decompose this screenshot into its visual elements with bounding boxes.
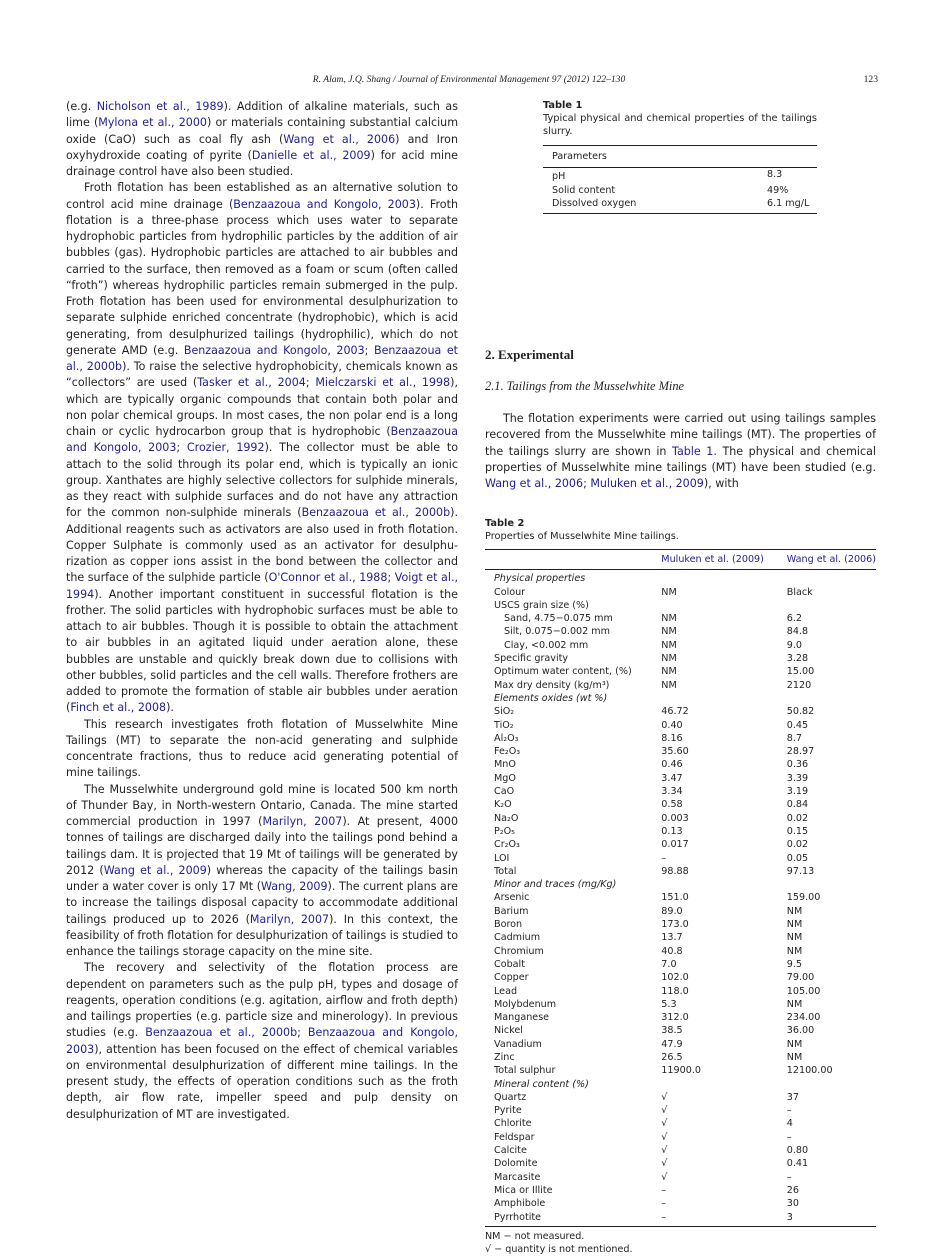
wang-value: 97.13 (786, 865, 815, 877)
table-row (485, 785, 876, 798)
property-name: Mica or Illite (494, 1184, 553, 1196)
property-name: Fe₂O₃ (494, 746, 521, 758)
muluken-value: 11900.0 (661, 1065, 701, 1077)
wang-value: – (786, 1131, 792, 1143)
table-2-label: Table 2 (485, 518, 525, 529)
muluken-value: 0.017 (661, 839, 689, 851)
citation-link[interactable]: Wang, 2009 (261, 880, 328, 893)
wang-value: 9.5 (786, 958, 803, 970)
property-name: Total (494, 865, 517, 877)
wang-value: 159.00 (786, 892, 821, 904)
property-name: Copper (494, 972, 529, 984)
table-section-row (485, 692, 876, 705)
body-paragraph: The recovery and selectivity of the flotation process are dependent on parameters such as the pulp pH, types and dosage of reagents, operation conditions (e.g. agitation, airflow and froth depth) and tailings properties (e.g. particle size and minerology). In previous studies (e.g. Benzaazoua et al., 2000b; Benzaazoua and Kongolo, 2003), attention has been focused on the effect of chemical variables on environmental desulphurization of different mine tailings. In the present study, the effects of operation conditions such as the froth depth, air flow rate, impeller speed and pulp density on desulphurization of MT are investigated. (66, 961, 458, 1121)
table-row (485, 1104, 876, 1117)
muluken-value: 7.0 (661, 958, 677, 970)
wang-value: Black (786, 586, 813, 598)
wang-value: 79.00 (786, 972, 815, 984)
citation-link[interactable]: Benzaazoua et al., 2000b (301, 506, 451, 520)
body-paragraph: This research investigates froth flotation of Musselwhite Mine Tailings (MT) to separate the non-acid generating and sulphide concentrate fractions, thus to reduce acid generating potential of mine tailings. (66, 717, 458, 780)
body-paragraph: Froth flotation has been established as an alternative solution to control acid mine drainage (Benzaazoua and Kongolo, 2003). Froth flotation is a three-phase process which uses water to separate hydrophobic particles from hydrophilic particles by the addition of air bubbles (gas). Hydrophobic particles are attached to air bubbles and carried to the surface, then removed as a foam or scum (often called “froth”) whereas hydrophilic particles remain submerged in the pulp. Froth flotation has been used for environmental desulphurization to separate sulphide enriched concentrate (hydrophobic), which is acid generating, from desulphurized tailings (hydrophilic), which do not generate AMD (e.g. Benzaazoua and Kongolo, 2003; Benzaazoua et al., 2000b). To raise the selective hydrophobicity, chemicals known as “collectors” are used (Tasker et al., 2004; Mielczarski et al., 1998), which are typically organic compounds that contain both polar and non polar chemical groups. In most cases, the non polar end is a long chain or cyclic hydrocarbon group that is hydrophobic (Benzaazoua and Kongolo, 2003; Crozier, 1992). The collector must be able to attach to the solid through its polar end, which is typically an ionic group. Xanthates are highly selective collectors for sulphide minerals, as they react with sulphide surfaces and do not have any attraction for the common non-sulphide minerals (Benzaazoua et al., 2000b). Additional reagents such as activators are also used in froth flotation. Copper Sulphate is commonly used as an activator for desulphurization as copper ions assist in the bond between the collector and the surface of the sulphide particle (O'Connor et al., 1988; Voigt et al., 1994). Another important constituent in successful flotation is the frother. The solid particles with hydrophobic surfaces must be able to attach to air bubbles. Though it is possible to obtain the attachment to air bubbles in an agitated liquid under aeration alone, these bubbles are unstable and quickly break down due to collisions with other bubbles, solid particles and the cell walls. Therefore frothers are added to promote the formation of stable air bubbles under aeration (Finch et al., 2008). (66, 181, 458, 715)
property-name: Cr₂O₃ (494, 839, 520, 851)
table-2-col-muluken[interactable]: Muluken et al. (2009) (661, 554, 764, 565)
property-name: Total sulphur (494, 1065, 556, 1077)
table-row (485, 812, 876, 825)
citation-link[interactable]: Muluken et al., 2009 (590, 477, 704, 490)
table-2-header-row (485, 550, 876, 570)
muluken-value: 118.0 (661, 985, 689, 997)
wang-value: 105.00 (786, 985, 821, 997)
muluken-value: NM (661, 679, 677, 691)
citation-link[interactable]: Benzaazoua and Kongolo, 2003 (183, 343, 365, 357)
wang-value: – (786, 1171, 792, 1183)
table-row (485, 599, 876, 612)
table-row (485, 586, 876, 599)
table-row (485, 1184, 876, 1197)
property-name: P₂O₅ (494, 825, 516, 837)
body-paragraph: (e.g. Nicholson et al., 1989). Addition of alkaline materials, such as lime (Mylona et al., 2000) or materials containing substantial calcium oxide (CaO) such as coal fly ash (Wang et al., 2006) and Iron oxyhydroxide coating of pyrite (Danielle et al., 2009) for acid mine drainage control have also been studied. (66, 100, 458, 178)
wang-value: 3.39 (786, 772, 809, 784)
table-row (485, 612, 876, 625)
parameter-name: Solid content (552, 184, 616, 196)
wang-value: 84.8 (786, 626, 809, 638)
table-row (485, 1197, 876, 1210)
wang-value: 9.0 (786, 639, 803, 651)
property-name: Lead (494, 985, 518, 997)
muluken-value: 89.0 (661, 905, 683, 917)
table-row (485, 1131, 876, 1144)
wang-value: NM (786, 905, 803, 917)
parameter-name: Dissolved oxygen (552, 197, 637, 209)
table-1-caption: Typical physical and chemical properties of the tailings slurry. (543, 113, 817, 137)
citation-link[interactable]: Voigt et al., 1994 (66, 571, 458, 601)
property-name: Pyrrhotite (494, 1211, 542, 1223)
wang-value: NM (786, 998, 803, 1010)
parameter-value: 49% (767, 184, 789, 196)
citation-link[interactable]: Benzaazoua et al., 2000b (66, 343, 458, 373)
muluken-value: √ (661, 1171, 668, 1183)
muluken-value: – (661, 1198, 667, 1210)
left-column-body (66, 99, 458, 1123)
wang-value: NM (786, 932, 803, 944)
table-2-footnotes (485, 1226, 876, 1256)
table-row (485, 798, 876, 811)
property-name: Calcite (494, 1145, 527, 1157)
muluken-value: 5.3 (661, 998, 677, 1010)
section-label: Minor and traces (mg/Kg) (494, 879, 617, 891)
muluken-value: √ (661, 1091, 668, 1103)
parameter-value: 8.3 (767, 169, 783, 181)
wang-value: 8.7 (786, 732, 803, 744)
property-name: Chlorite (494, 1118, 532, 1130)
property-name: Molybdenum (494, 998, 557, 1010)
property-name: Feldspar (494, 1131, 535, 1143)
wang-value: 3 (786, 1211, 793, 1223)
property-name: Cadmium (494, 932, 541, 944)
property-name: SiO₂ (494, 706, 515, 718)
muluken-value: NM (661, 626, 677, 638)
muluken-value: 312.0 (661, 1012, 689, 1024)
table-1 (543, 99, 817, 214)
property-name: Amphibole (494, 1198, 546, 1210)
property-name: Clay, <0.002 mm (504, 639, 589, 651)
property-name: Quartz (494, 1091, 527, 1103)
table-row (485, 1051, 876, 1064)
muluken-value: 0.003 (661, 812, 689, 824)
table-2-col-wang[interactable]: Wang et al. (2006) (786, 554, 876, 565)
section-heading: 2. Experimental (485, 347, 574, 362)
wang-value: 36.00 (786, 1025, 815, 1037)
citation-link[interactable]: Benzaazoua et al., 2000b (145, 1026, 298, 1040)
table-row (485, 931, 876, 944)
wang-value: 6.2 (786, 613, 803, 625)
section-label: Elements oxides (wt %) (494, 692, 608, 704)
wang-value: 0.45 (786, 719, 809, 731)
wang-value: 15.00 (786, 666, 815, 678)
citation-link[interactable]: Wang et al., 2006 (283, 132, 396, 146)
table-2-col-label (485, 550, 661, 570)
muluken-value: NM (661, 639, 677, 651)
muluken-value: 173.0 (661, 919, 689, 931)
muluken-value: √ (661, 1145, 668, 1157)
table-row (485, 905, 876, 918)
citation-link[interactable]: Mylona et al., 2000 (98, 116, 207, 130)
table-row (543, 197, 817, 214)
property-name: MgO (494, 772, 516, 784)
muluken-value: √ (661, 1118, 668, 1130)
wang-value: 0.05 (786, 852, 809, 864)
wang-value: 50.82 (786, 706, 815, 718)
body-paragraph: The flotation experiments were carried out using tailings samples recovered from the Musselwhite mine tailings (MT). The properties of the tailings slurry are shown in Table 1. The physical and chemical properties of Musselwhite mine tailings (MT) have been studied (e.g. Wang et al., 2006; Muluken et al., 2009), with (485, 412, 876, 490)
wang-value: 28.97 (786, 746, 815, 758)
muluken-value: 0.13 (661, 825, 683, 837)
property-name: Boron (494, 919, 523, 931)
citation-link[interactable]: Nicholson et al., 1989 (96, 100, 224, 113)
property-name: Arsenic (494, 892, 530, 904)
property-name: Silt, 0.075−0.002 mm (504, 626, 610, 638)
running-head (60, 74, 878, 88)
property-name: Colour (494, 586, 526, 598)
wang-value: 0.41 (786, 1158, 809, 1170)
citation-link[interactable]: Marilyn, 2007 (249, 912, 330, 926)
muluken-value: √ (661, 1131, 668, 1143)
property-name: Manganese (494, 1012, 550, 1024)
citation-link[interactable]: Crozier, 1992 (186, 441, 265, 455)
parameter-name: pH (552, 171, 566, 183)
citation-link[interactable]: Danielle et al., 2009 (251, 148, 371, 162)
property-name: K₂O (494, 799, 512, 811)
table-1-label: Table 1 (543, 100, 583, 111)
table-row (485, 745, 876, 758)
table-row (485, 985, 876, 998)
wang-value: 0.02 (786, 839, 809, 851)
section-label: Physical properties (494, 573, 586, 585)
table-row (485, 958, 876, 971)
property-name: CaO (494, 786, 515, 798)
footnote-check: √ − quantity is not mentioned. (485, 1244, 633, 1256)
wang-value: 30 (786, 1198, 799, 1210)
citation-link[interactable]: Benzaazoua and Kongolo, 2003 (66, 425, 458, 455)
wang-value: 4 (786, 1118, 793, 1130)
muluken-value: √ (661, 1158, 668, 1170)
wang-value: 26 (786, 1184, 799, 1196)
table-row (485, 1064, 876, 1077)
muluken-value: 0.58 (661, 799, 683, 811)
citation-link[interactable]: Benzaazoua and Kongolo, 2003 (233, 197, 416, 211)
citation-link[interactable]: Wang et al., 2009 (103, 863, 207, 877)
muluken-value (661, 599, 786, 612)
muluken-value: √ (661, 1105, 668, 1117)
table-row (543, 168, 817, 184)
citation-link[interactable]: Finch et al., 2008 (70, 701, 167, 715)
section-label: Mineral content (%) (494, 1078, 589, 1090)
citation-link[interactable]: Mielczarski et al., 1998 (315, 376, 451, 390)
wang-value (787, 599, 876, 612)
property-name: Vanadium (494, 1038, 542, 1050)
table-row (485, 665, 876, 678)
property-name: LOI (494, 852, 510, 864)
muluken-value: 38.5 (661, 1025, 683, 1037)
property-name: Max dry density (kg/m³) (494, 679, 610, 691)
journal-citation: R. Alam, J.Q. Shang / Journal of Environmental Management 97 (2012) 122–130 (312, 74, 626, 85)
muluken-value: 0.46 (661, 759, 683, 771)
muluken-value: 26.5 (661, 1051, 683, 1063)
wang-value: NM (786, 945, 803, 957)
wang-value: 3.28 (786, 653, 809, 665)
table-row (543, 184, 817, 197)
table-1-header: Parameters (552, 151, 607, 162)
table-2-caption: Properties of Musselwhite Mine tailings. (485, 531, 679, 542)
muluken-value: NM (661, 653, 677, 665)
wang-value: 2120 (786, 679, 812, 691)
muluken-value: 102.0 (661, 972, 689, 984)
table-row (485, 719, 876, 732)
muluken-value: 3.47 (661, 772, 683, 784)
experimental-paragraph (485, 411, 876, 492)
wang-value: 0.15 (786, 825, 809, 837)
muluken-value: NM (661, 613, 677, 625)
property-name: TiO₂ (494, 719, 514, 731)
table-row (485, 838, 876, 851)
wang-value: 0.02 (786, 812, 809, 824)
table-row (485, 625, 876, 638)
wang-value: 12100.00 (786, 1065, 833, 1077)
property-name: Cobalt (494, 958, 525, 970)
table-2 (485, 517, 876, 1256)
footnote-nm: NM − not measured. (485, 1230, 585, 1242)
muluken-value: – (661, 1211, 667, 1223)
table-row (485, 679, 876, 692)
wang-value: – (786, 1105, 792, 1117)
table-row (485, 1024, 876, 1037)
property-name: Marcasite (494, 1171, 541, 1183)
subsection-heading: 2.1. Tailings from the Musselwhite Mine (485, 379, 685, 393)
muluken-value: 0.40 (661, 719, 683, 731)
wang-value: 37 (786, 1091, 799, 1103)
property-name: Chromium (494, 945, 544, 957)
table-row (485, 772, 876, 785)
table-row (485, 652, 876, 665)
table-1-header-row (543, 146, 817, 168)
table-row (485, 825, 876, 838)
table-row (485, 732, 876, 745)
table-section-row (485, 1078, 876, 1091)
citation-link[interactable]: Tasker et al., 2004 (197, 376, 306, 390)
table-row (485, 918, 876, 931)
citation-link[interactable]: Wang et al., 2006 (485, 477, 584, 490)
muluken-value: 47.9 (661, 1038, 683, 1050)
table-row (485, 945, 876, 958)
table-row (485, 1211, 876, 1224)
table-row (485, 758, 876, 771)
property-name: Specific gravity (494, 653, 569, 665)
table-row (485, 639, 876, 652)
table-row (485, 998, 876, 1011)
page-number: 123 (863, 74, 878, 85)
muluken-value: – (661, 1184, 667, 1196)
wang-value: NM (786, 1038, 803, 1050)
wang-value: 3.19 (786, 786, 809, 798)
citation-link[interactable]: O'Connor et al., 1988 (268, 571, 388, 585)
property-name: USCS grain size (%) (494, 599, 589, 611)
wang-value: 234.00 (786, 1012, 821, 1024)
muluken-value: 8.16 (661, 732, 683, 744)
property-name: Zinc (494, 1051, 515, 1063)
property-name: MnO (494, 759, 516, 771)
table-row (485, 971, 876, 984)
muluken-value: 40.8 (661, 945, 683, 957)
table-row (485, 891, 876, 904)
wang-value: 0.84 (786, 799, 809, 811)
muluken-value: 3.34 (661, 786, 683, 798)
muluken-value: 98.88 (661, 865, 689, 877)
table-section-row (485, 878, 876, 891)
muluken-value: 151.0 (661, 892, 689, 904)
muluken-value: 46.72 (661, 706, 689, 718)
body-paragraph: The Musselwhite underground gold mine is located 500 km north of Thunder Bay, in North-western Ontario, Canada. The mine started commercial production in 1997 (Marilyn, 2007). At present, 4000 tonnes of tailings are discharged daily into the tailings pond behind a tailings dam. It is projected that 19 Mt of tailings will be generated by 2012 (Wang et al., 2009) whereas the capacity of the tailings basin under a water cover is only 17 Mt (Wang, 2009). The current plans are to increase the tailings disposal capacity to accommodate additional tailings produced up to 2026 (Marilyn, 2007). In this context, the feasibility of froth flotation for desulphurization of tailings is studied to enhance the tailings storage capacity on the mine site. (66, 782, 459, 958)
property-name: Pyrite (494, 1105, 522, 1117)
parameter-value: 6.1 mg/L (767, 197, 810, 209)
muluken-value: 35.60 (661, 746, 689, 758)
wang-value: 0.80 (786, 1145, 809, 1157)
table-row (485, 852, 876, 865)
property-name: Nickel (494, 1025, 523, 1037)
muluken-value: – (661, 852, 667, 864)
wang-value: NM (786, 1051, 803, 1063)
table-row (485, 1144, 876, 1157)
table-row (485, 1157, 876, 1170)
citation-link[interactable]: Marilyn, 2007 (262, 815, 343, 828)
property-name: Na₂O (494, 812, 519, 824)
muluken-value: NM (661, 586, 677, 598)
property-name: Optimum water content, (%) (494, 666, 632, 678)
citation-link[interactable]: Benzaazoua and Kongolo, 2003 (66, 1026, 458, 1056)
table-row (485, 1091, 876, 1104)
wang-value: NM (786, 919, 803, 931)
property-name: Barium (494, 905, 529, 917)
property-name: Al₂O₃ (494, 732, 519, 744)
table-row (485, 1117, 876, 1130)
property-name: Sand, 4.75−0.075 mm (504, 613, 613, 625)
table-row (485, 705, 876, 718)
wang-value: 0.36 (786, 759, 809, 771)
table-row (485, 1038, 876, 1051)
citation-link[interactable]: Table 1 (672, 444, 714, 458)
table-row (485, 865, 876, 878)
muluken-value: NM (661, 666, 677, 678)
property-name: Dolomite (494, 1158, 538, 1170)
muluken-value: 13.7 (661, 932, 683, 944)
table-row (485, 1011, 876, 1024)
table-section-row (485, 570, 876, 586)
table-row (485, 1171, 876, 1184)
